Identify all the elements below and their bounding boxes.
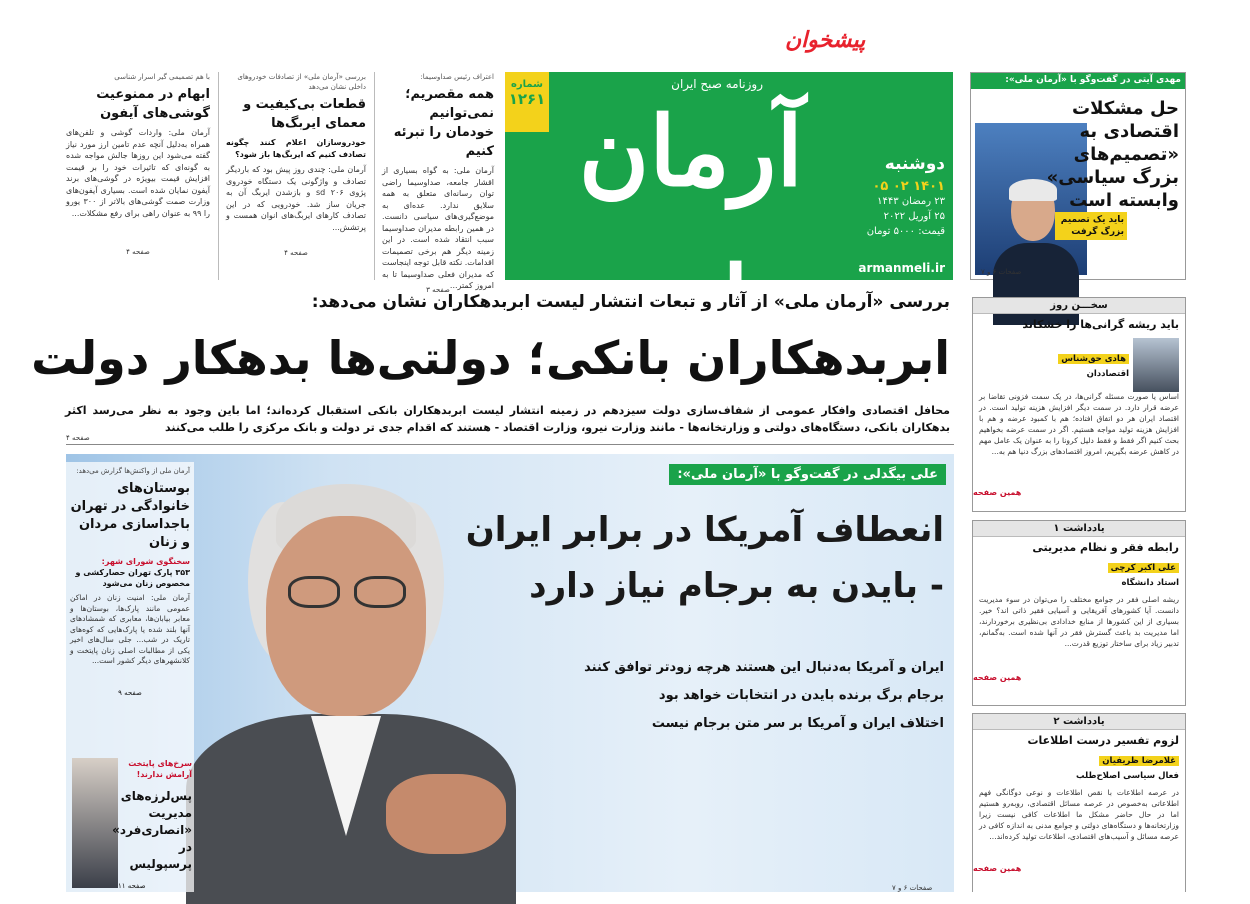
left-sidebar-story[interactable]: [66, 462, 194, 892]
top-column-3-page: صفحه ۴: [126, 248, 150, 256]
top-column-2-body: آرمان ملی: چندی روز پیش بود که باردیگر تصادف و واژگونی یک دستگاه خودروی پژوی ۲۰۶ sd و بازشدن ایربگ آن به جریان ساز شد. خودرویی که در این تصادف کارهای ایربگ‌های انوان همست و پرتشش...: [226, 165, 367, 232]
feature-title-line-1: انعطاف آمریکا در برابر ایران: [465, 510, 944, 550]
feature-story[interactable]: [66, 454, 954, 892]
main-supertitle: بررسی «آرمان ملی» از آثار و تبعات انتشار لیست ابربدهکاران نشان می‌دهد:: [311, 292, 950, 312]
sport-kicker: سرخ‌های پایتخت آرامش ندارند!: [128, 759, 192, 779]
left-sidebar-speaker: سخنگوی شورای شهر:: [101, 557, 190, 566]
feature-title-line-2: - بایدن به برجام نیاز دارد: [529, 566, 944, 606]
left-sidebar-body: آرمان ملی: امنیت زنان در اماکن عمومی مانند پارک‌ها، بوستان‌ها و معابر بیابان‌ها، معابری که شمشادهای آنها بلند شده یا پارک‌هایی که کوه‌های تاریک در شب... جلی سال‌های اخیر یکی از مطالبات اصلی زنان پایتخت و کلانشهرهای دیگر کشور است...: [70, 593, 190, 665]
main-page: صفحه ۴: [66, 434, 90, 442]
top-right-title[interactable]: حل مشکلات اقتصادی به «تصمیم‌های بزرگ سیاسی» وابسته است: [1046, 98, 1179, 211]
feature-banner: علی بیگدلی در گفت‌وگو با «آرمان ملی»:: [669, 464, 946, 485]
top-column-2-lead: خودروسازان اعلام کنند چگونه تصادف کنیم که ایربگ‌ها باز شود؟: [226, 138, 366, 159]
website-link[interactable]: armanmeli.ir: [858, 261, 945, 275]
top-column-2[interactable]: [226, 72, 366, 284]
portrait-face: [266, 516, 426, 716]
glasses-icon: [288, 576, 340, 608]
divider: [374, 72, 375, 280]
right-box-title[interactable]: رابطه فقر و نظام مدیریتی: [1032, 541, 1179, 554]
top-right-page: صفحات ۶ و ۷: [981, 268, 1022, 276]
sport-page: صفحه ۱۱: [118, 882, 146, 890]
feature-bullet: ایران و آمریکا به‌دنبال این هستند هرچه زودتر توافق کنند: [584, 660, 944, 675]
right-box-body: اساس یا صورت مسئله گرانی‌ها، در یک سمت فزونی تقاضا بر عرضه قرار دارد. در سمت دیگر افزایش هزینه تولید است. در اقتصاد ایران هر دو اتفاق افتاده؛ هم با کمبود عرضه و هم با افزایش هزینه تولید مواجه هستیم. اگر در سمت عرضه بخواهیم بحث کنیم اگر فقط و فقط دلیل کرونا را به عنوان یک عامل مهم در کاهش عرضه بگیریم، امروز اقتصادهای بزرگ دنیا هم به...: [979, 392, 1179, 456]
right-box-header: یادداشت ۲: [973, 714, 1185, 730]
top-column-1[interactable]: [382, 72, 494, 294]
left-sidebar-page: صفحه ۹: [118, 689, 142, 697]
top-column-2-title[interactable]: قطعات بی‌کیفیت و معمای ایربگ‌ها: [243, 97, 366, 131]
date-hijri: ۲۳ رمضان ۱۴۴۳: [877, 196, 945, 207]
date-gregorian: ۲۵ آوریل ۲۰۲۲: [883, 211, 945, 222]
divider: [218, 72, 219, 280]
right-box-more-link[interactable]: همین صفحه: [973, 673, 1022, 682]
left-sidebar-speaker-quote: ۳۵۳ پارک تهران حصارکشی و مخصوص زنان می‌شود: [75, 568, 190, 588]
top-column-1-body: آرمان ملی: به گواه بسیاری از اقشار جامعه، صداوسیما راضی توان رسانه‌ای متعلق به همه سلایق ندارد. عده‌ای به موضع‌گیری‌های سیاسی دانست. در همین رابطه مدیران صداوسیما سبب انتقاد شده است. در این زمینه دیگر هم برخی تصمیمات اقدامات. نکته قابل توجه اینجاست که مدیران فعلی صداوسیما تا به امروز کمتر...: [382, 166, 494, 290]
sport-photo: [72, 758, 118, 888]
author-role: استاد دانشگاه: [1121, 578, 1179, 588]
sport-story[interactable]: [66, 758, 194, 892]
top-right-story[interactable]: [970, 72, 1186, 280]
author-name: علی اکبر کرچی: [1108, 563, 1179, 573]
author-name: غلامرضا ظریفیان: [1099, 756, 1179, 766]
right-box-note-2[interactable]: [972, 713, 1186, 892]
feature-page: صفحات ۶ و ۷: [892, 884, 933, 892]
issue-number: ۱۲۶۱: [508, 90, 546, 108]
author-photo: [1133, 338, 1179, 392]
right-box-body: در عرصه اطلاعات با نقص اطلاعات و نوعی دوگانگی فهم اطلاعاتی به‌خصوص در عرصه مسائل اقتصادی، روبه‌رو هستیم اما در حال حاضر مشکل ما اطلاعات کافی نیست زیرا وزارتخانه‌ها و دستگاه‌های دولتی و جوامع مدنی به اندازه کافی در عرصه مسائل و آسیب‌های اقتصادی، اطلاعات تولید کرده‌اند...: [979, 788, 1179, 841]
right-box-author: [973, 554, 1185, 577]
main-lead: محافل اقتصادی وافکار عمومی از شفاف‌سازی دولت سیزدهم در زمینه انتشار لیست ابربدهکاران بانکی استقبال کرده‌اند؛ اما باین وجود به نظر می‌رسد اکثر بدهکاران بانکی، دستگاه‌های دولتی و وزارتخانه‌ها - مانند وزارت نیرو، وزارت اقتصاد - هستند که اقدام جدی تر دولت و بانک مرکزی را طلب می‌کنند: [65, 404, 950, 434]
feature-title[interactable]: [444, 502, 944, 614]
author-role: فعال سیاسی اصلاح‌طلب: [1075, 771, 1179, 781]
top-column-3-kicker: با هم تصمیمی گیر اسرار شناسی: [114, 73, 210, 81]
main-headline[interactable]: ابربدهکاران بانکی؛ دولتی‌ها بدهکار دولت: [31, 331, 950, 385]
top-column-3[interactable]: [66, 72, 210, 284]
right-box-editorial[interactable]: [972, 297, 1186, 512]
right-box-header: یادداشت ۱: [973, 521, 1185, 537]
right-box-title[interactable]: لزوم تفسیر درست اطلاعات: [1027, 734, 1179, 747]
right-box-author: [973, 747, 1185, 770]
left-sidebar-kicker: آرمان ملی از واکنش‌ها گزارش می‌دهد:: [76, 467, 190, 475]
newspaper-subtitle: روزنامه صبح ایران: [671, 77, 763, 91]
glasses-icon: [354, 576, 406, 608]
date-persian: ۱۴۰۱ ۰۲ ۰۵: [872, 179, 945, 194]
top-column-3-body: آرمان ملی: واردات گوشی و تلفن‌های همراه به‌دلیل آنچه عدم تامین ارز مورد نیاز گفته می‌شود این روزها جالش مواجه شده به گونه‌ای که تاثیرات خود را بر قیمت افزایش قیمت بیویژه در گوشی‌های برند آیفون نمایان شده است. بسیاری آیفون‌های وزارت صمت گوشی‌های بالاتر از ۳۰۰ یورو را ۹۹ به عنوان راهی برای رفع مشکلات...: [66, 128, 211, 218]
top-column-2-page: صفحه ۴: [284, 249, 308, 257]
issue-badge: [505, 72, 549, 132]
feature-bullet: برجام برگ برنده بایدن در انتخابات خواهد بود: [658, 688, 944, 703]
issue-dates: [867, 179, 945, 239]
sport-title[interactable]: پس‌لرزه‌های مدیریت «انصاری‌فرد» در پرسپولیس: [112, 789, 192, 871]
right-box-header: سخـــن روز: [973, 298, 1185, 314]
top-column-1-kicker: اعتراف رئیس صداوسیما:: [420, 73, 494, 81]
author-role: اقتصاددان: [1086, 369, 1129, 379]
top-column-2-kicker: بررسی «آرمان ملی» از تصادفات خودروهای داخلی نشان می‌دهد: [237, 73, 366, 91]
issue-day: دوشنبه: [884, 154, 945, 174]
top-right-highlight: باید یک تصمیم بزرگ گرفت: [1055, 212, 1127, 240]
right-box-more-link[interactable]: همین صفحه: [973, 864, 1022, 873]
watermark-fa: پیشخوان: [785, 28, 866, 53]
right-box-title[interactable]: باید ریشه گرانی‌ها را خشکاند: [1022, 318, 1179, 331]
top-column-1-title[interactable]: همه مقصریم؛ نمی‌توانیم خودمان را تبرئه کنیم: [393, 87, 494, 159]
left-sidebar-title[interactable]: بوستان‌های خانوادگی در تهران باجداسازی مردان و زنان: [70, 481, 190, 550]
author-name: هادی حق‌شناس: [1058, 354, 1129, 364]
price: قیمت: ۵۰۰۰ تومان: [866, 226, 945, 237]
newspaper-logo[interactable]: آرمان ملی: [578, 95, 803, 358]
portrait-hands: [386, 774, 506, 854]
right-box-note-1[interactable]: [972, 520, 1186, 706]
right-box-body: ریشه اصلی فقر در جوامع مختلف را می‌توان در سوء مدیریت دانست. آیا کشورهای آفریقایی و آسیایی فقیر ذاتی اند؟ خیر. بسیاری از این کشورها از منابع خدادادی بی‌نظیری برخوردارند، اما مدیریت بد باعث گسترش فقر در آنها شده است. به‌گمانم، تدبیر زیاد برای ساختار توزیع قدرت...: [979, 595, 1179, 648]
issue-label: شماره: [511, 79, 543, 90]
feature-bullet: اختلاف ایران و آمریکا بر سر متن برجام نیست: [651, 716, 944, 731]
divider: [66, 444, 954, 445]
right-box-more-link[interactable]: همین صفحه: [973, 488, 1022, 497]
top-right-banner: مهدی آیتی در گفت‌وگو با «آرمان ملی»:: [971, 73, 1185, 89]
top-column-1-page: صفحه ۳: [426, 286, 450, 294]
top-column-3-title[interactable]: ابهام در ممنوعیت گوشی‌های آیفون: [96, 87, 210, 121]
